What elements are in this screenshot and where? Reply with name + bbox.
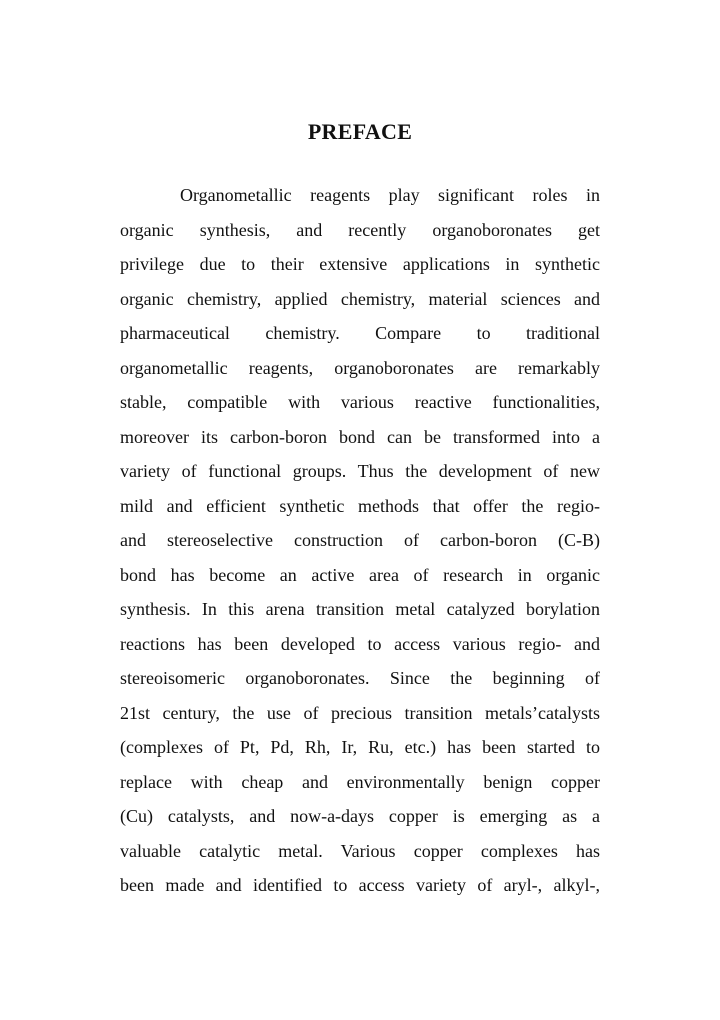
text-line-content: organic chemistry, applied chemistry, material sciences and — [120, 288, 600, 309]
text-line-content: variety of functional groups. Thus the development of new — [120, 461, 600, 481]
text-line — [120, 456, 600, 491]
text-line-content: (complexes of Pt, Pd, Rh, Ir, Ru, etc.) has been started to — [120, 737, 600, 757]
text-line — [120, 318, 600, 353]
text-line — [120, 801, 600, 836]
text-line-content: valuable catalytic metal. Various copper complexes has — [120, 840, 600, 861]
text-line-content: stable, compatible with various reactive functionalities, — [120, 392, 600, 412]
text-line — [120, 180, 600, 215]
text-line — [120, 422, 600, 457]
text-line — [120, 387, 600, 422]
text-line-content: Organometallic reagents play significant roles in — [180, 185, 600, 205]
text-line — [120, 525, 600, 560]
text-line-content: privilege due to their extensive applications in synthetic — [120, 254, 600, 274]
text-line-content: bond has become an active area of research in organic — [120, 564, 600, 585]
text-line-content: been made and identified to access variety of aryl-, alkyl-, — [120, 875, 600, 895]
text-line — [120, 732, 600, 767]
text-line-content: (Cu) catalysts, and now-a-days copper is emerging as a — [120, 806, 600, 826]
text-line — [120, 353, 600, 388]
text-line-content: and stereoselective construction of carbon-boron (C-B) — [120, 530, 600, 550]
text-line-content: reactions has been developed to access various regio- and — [120, 633, 600, 654]
text-line — [120, 491, 600, 526]
text-line-content: 21st century, the use of precious transition metals’catalysts — [120, 702, 600, 723]
text-line — [120, 836, 600, 871]
text-line — [120, 594, 600, 629]
text-line — [120, 698, 600, 733]
text-line-content: organic synthesis, and recently organoboronates get — [120, 219, 600, 240]
text-line — [120, 249, 600, 284]
text-line — [120, 870, 600, 905]
text-line — [120, 215, 600, 250]
text-line-content: mild and efficient synthetic methods that offer the regio- — [120, 495, 600, 516]
text-line-content: organometallic reagents, organoboronates are remarkably — [120, 357, 600, 378]
text-line-content: replace with cheap and environmentally benign copper — [120, 771, 600, 792]
page-title: PREFACE — [307, 119, 413, 144]
text-line — [120, 767, 600, 802]
text-line — [120, 560, 600, 595]
text-line — [120, 663, 600, 698]
text-line-content: synthesis. In this arena transition metal catalyzed borylation — [120, 599, 600, 619]
text-line-content: moreover its carbon-boron bond can be transformed into a — [120, 426, 600, 447]
text-line-content: pharmaceutical chemistry. Compare to traditional — [120, 323, 600, 343]
text-line-content: stereoisomeric organoboronates. Since the beginning of — [120, 668, 600, 688]
preface-paragraph — [120, 180, 600, 905]
text-line — [120, 284, 600, 319]
text-line — [120, 629, 600, 664]
